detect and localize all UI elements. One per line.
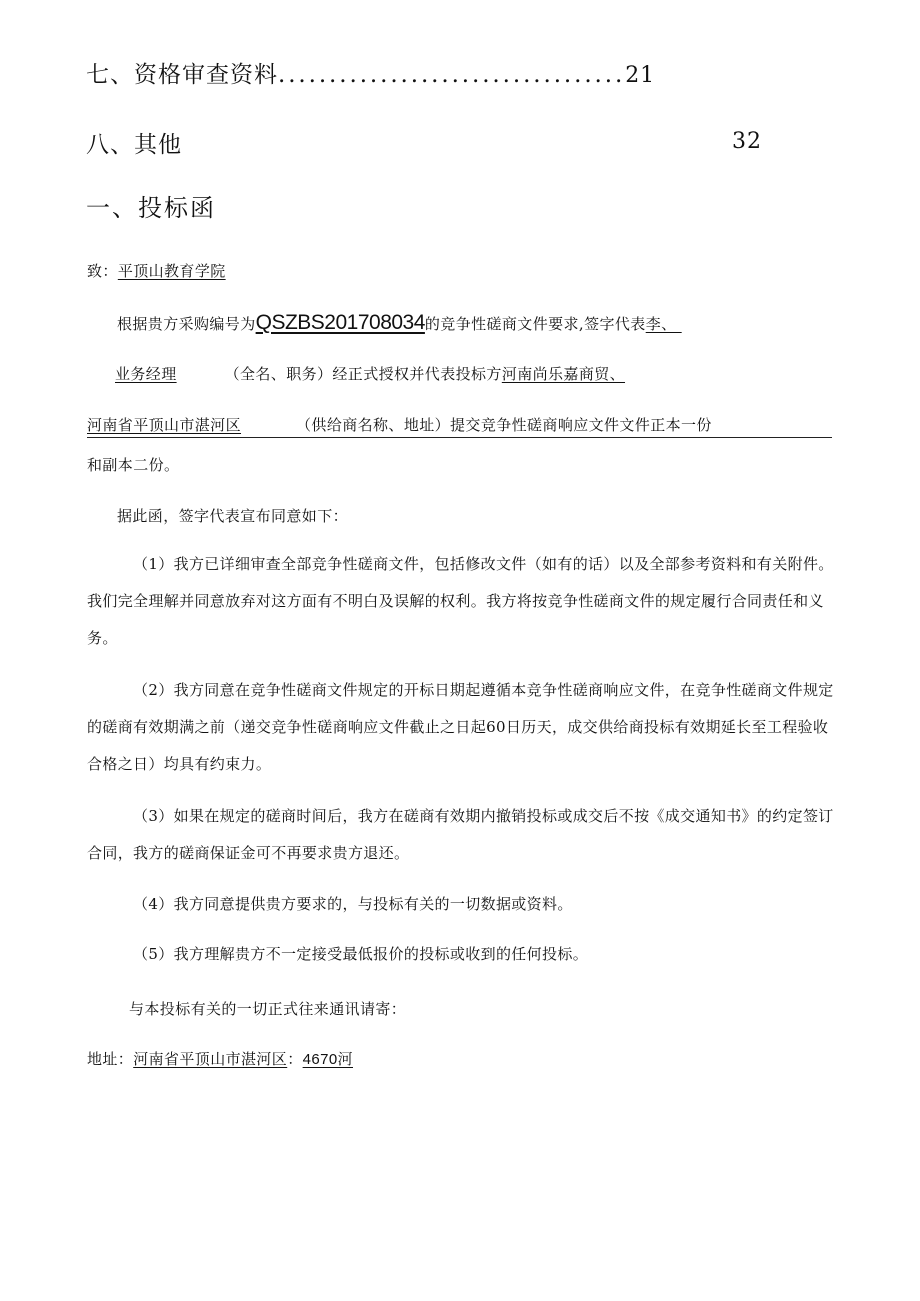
recipient-prefix: 致： [87,262,118,280]
section-title: 一、投标函 [86,194,216,222]
toc-item-7 [86,56,655,89]
clause-3: （3）如果在规定的磋商时间后，我方在磋商有效期内撤销投标或成交后不按《成交通知书》的约定签订合同，我方的磋商保证金可不再要求贵方退还。 [87,807,834,862]
intro-line-2 [115,364,625,384]
toc-item-7-label: 七、资格审查资料 [86,62,278,88]
intro-line-1 [117,312,683,335]
clause-2: （2）我方同意在竞争性磋商文件规定的开标日期起遵循本竞争性磋商响应文件，在竞争性磋商文件规定的磋商有效期满之前（递交竞争性磋商响应文件截止之日起60日历天，成交供给商投标有效期延长至工程验收合格之日）均具有约束力。 [87,681,834,773]
toc-item-8-label: 八、其他 [86,132,182,158]
address-label: 地址： [87,1050,134,1068]
declaration-intro: 据此函，签字代表宣布同意如下： [117,507,349,525]
intro-part5: 和副本二份。 [87,456,180,474]
signer-underline [677,313,683,335]
intro-part3: （全名、职务）经正式授权并代表投标方 [224,365,502,383]
toc-item-7-page: 21 [625,63,656,88]
intro-line-3-underline [87,437,832,438]
clause-5: （5）我方理解贵方不一定接受最低报价的投标或收到的任何投标。 [133,945,589,963]
clause-1: （1）我方已详细审查全部竞争性磋商文件，包括修改文件（如有的话）以及全部参考资料和有关附件。我们完全理解并同意放弃对这方面有不明白及误解的权利。我方将按竞争性磋商文件的规定履行合同责任和义务。 [87,555,834,647]
signer-role: 业务经理 [115,365,177,383]
intro-part4: （供给商名称、地址）提交竞争性磋商响应文件文件正本一份 [296,416,712,434]
toc-item-8-page: 32 [732,129,762,154]
recipient-line [87,261,226,281]
address-value: 河南省平顶山市湛河区 [133,1050,288,1068]
intro-line-3 [87,415,712,435]
bidder-name: 河南尚乐嘉商贸、 [501,365,626,383]
recipient-name: 平顶山教育学院 [117,262,226,280]
contact-intro: 与本投标有关的一切正式往来通讯请寄： [129,1000,407,1018]
bidder-address: 河南省平顶山市湛河区 [87,416,242,434]
intro-part2: 的竞争性磋商文件要求,签字代表 [424,315,646,333]
postcode: 4670河 [302,1051,353,1068]
procurement-number: QSZBS201708034 [255,311,425,334]
address-line [87,1049,353,1070]
address-separator: ： [287,1050,303,1068]
clause-4: （4）我方同意提供贵方要求的，与投标有关的一切数据或资料。 [133,895,573,913]
signer-name: 李、 [645,315,677,333]
toc-item-7-leader: .................................. [278,62,626,88]
intro-part1: 根据贵方采购编号为 [117,315,256,333]
